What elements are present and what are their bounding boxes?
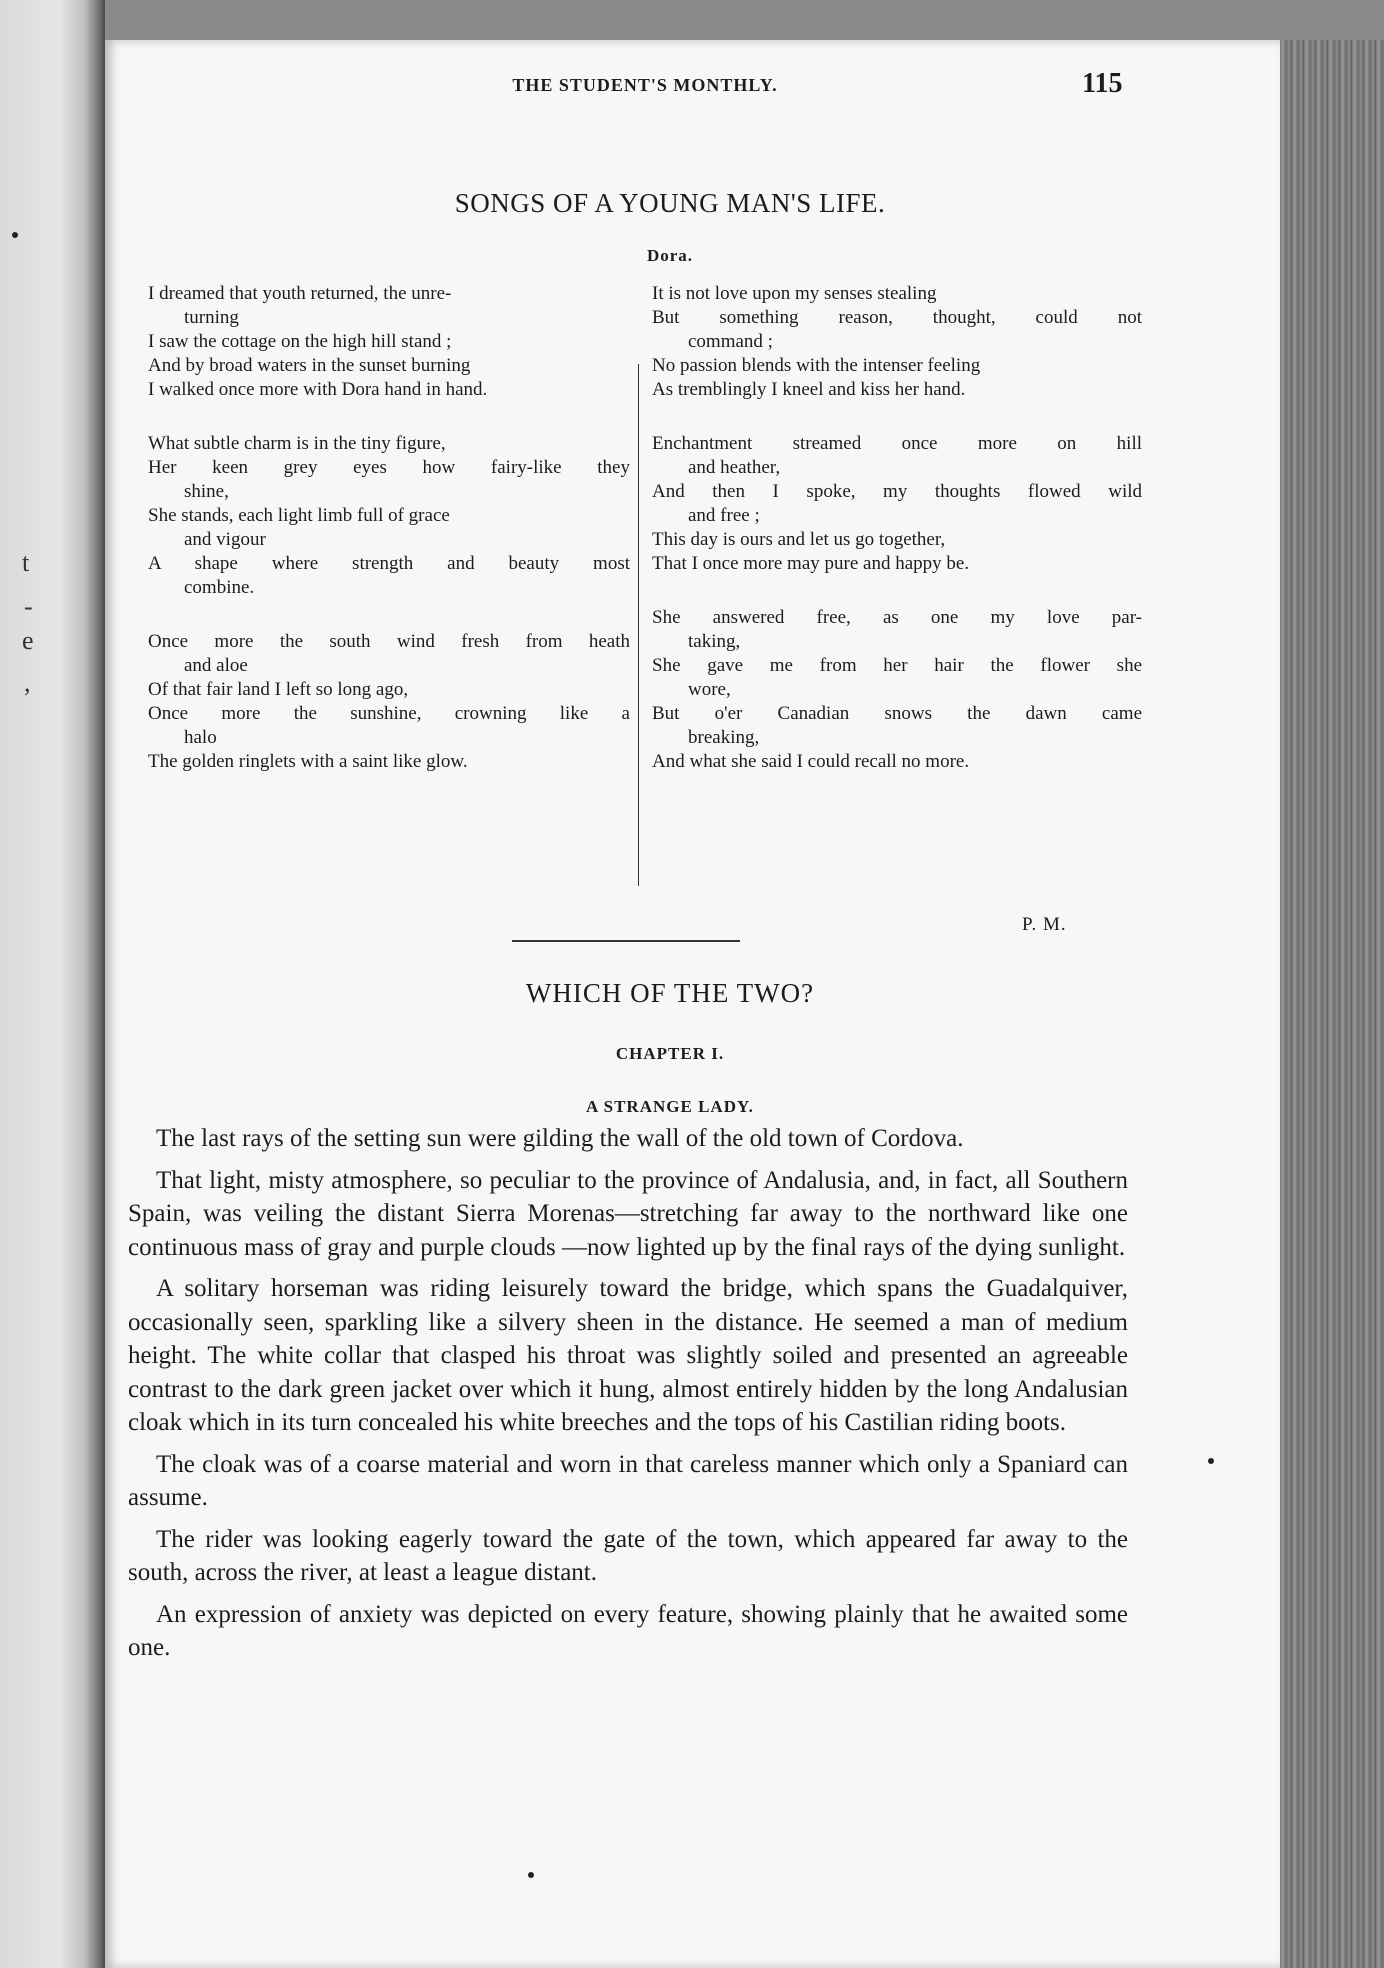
story-paragraph: An expression of anxiety was depicted on every feature, showing plainly that he awaited some one. (128, 1600, 1128, 1661)
poem-line: Her keen grey eyes how fairy-like they (148, 457, 630, 478)
poem-line: taking, (688, 631, 741, 652)
poem-title: SONGS OF A YOUNG MAN'S LIFE. (454, 188, 886, 218)
poem-line: As tremblingly I kneel and kiss her hand. (652, 379, 966, 400)
poem-line: and aloe (184, 655, 248, 676)
speck (1208, 1458, 1214, 1464)
poem-line: No passion blends with the intenser feeling (652, 355, 981, 376)
poem-left-column (148, 282, 630, 804)
facing-page-edge (0, 0, 105, 1968)
facing-page-fragment: - (24, 592, 33, 621)
poem-line: I walked once more with Dora hand in hand. (148, 379, 488, 400)
poem-line: That I once more may pure and happy be. (652, 553, 970, 574)
chapter-label: CHAPTER I. (615, 1044, 725, 1063)
poem-line: and vigour (184, 529, 266, 550)
poem-line: Enchantment streamed once more on hill (652, 433, 1142, 454)
speck (12, 232, 18, 238)
poem-line: halo (184, 727, 217, 748)
story-paragraph: The rider was looking eagerly toward the gate of the town, which appeared far away to the south, across the river, at least a league distant. (128, 1525, 1128, 1586)
poem-line: turning (184, 307, 239, 328)
story-body (128, 1122, 1128, 1673)
chapter-title: A STRANGE LADY. (586, 1097, 754, 1116)
book-fore-edge (1280, 40, 1384, 1968)
poem-line: and heather, (688, 457, 781, 478)
poem-line: and free ; (688, 505, 760, 526)
story-paragraph: That light, misty atmosphere, so peculiar to the province of Andalusia, and, in fact, all Southern Spain, was veiling the distant Sierra Morenas—stretching far away to the northward like one continuous mass of gray and purple clouds —now lighted up by the final rays of the dying sunlight. (128, 1166, 1128, 1261)
poem-line: shine, (184, 481, 229, 502)
story-paragraph: The cloak was of a coarse material and worn in that careless manner which only a Spaniard can assume. (128, 1450, 1128, 1511)
facing-page-fragment: e (22, 626, 34, 655)
speck (528, 1872, 534, 1878)
story-paragraph: A solitary horseman was riding leisurely toward the bridge, which spans the Guadalquiver, occasionally seen, sparkling like a silvery sheen in the distance. He seemed a man of medium height. The white collar that clasped his throat was slightly soiled and presented an agreeable contrast to the dark green jacket over which it hung, almost entirely hidden by the long Andalusian cloak which in its turn concealed his white breeches and the tops of his Castilian riding boots. (128, 1275, 1128, 1436)
column-divider (638, 364, 639, 886)
poem-line: command ; (688, 331, 773, 352)
poem-line: She answered free, as one my love par- (652, 607, 1142, 628)
poem-line: This day is ours and let us go together, (652, 529, 946, 550)
poem-line: But o'er Canadian snows the dawn came (652, 703, 1142, 724)
story-title: WHICH OF THE TWO? (525, 978, 815, 1008)
poem-stanza (652, 282, 1142, 402)
page-number: 115 (1082, 68, 1123, 99)
poem-line: But something reason, thought, could not (652, 307, 1142, 328)
poem-subtitle: Dora. (646, 246, 694, 265)
poem-line: wore, (688, 679, 731, 700)
poem-line: combine. (184, 577, 255, 598)
poem-line: I dreamed that youth returned, the unre- (148, 283, 452, 304)
poem-stanza (148, 630, 630, 774)
story-paragraph: The last rays of the setting sun were gilding the wall of the old town of Cordova. (156, 1125, 964, 1152)
poem-line: Of that fair land I left so long ago, (148, 679, 409, 700)
poem-line: She gave me from her hair the flower she (652, 655, 1142, 676)
poem-line: What subtle charm is in the tiny figure, (148, 433, 446, 454)
section-divider (512, 940, 740, 942)
poem-line: breaking, (688, 727, 760, 748)
poem-line: I saw the cottage on the high hill stand ; (148, 331, 452, 352)
poem-stanza (652, 432, 1142, 576)
poem-line: The golden ringlets with a saint like glow. (148, 751, 468, 772)
poem-line: And by broad waters in the sunset burning (148, 355, 471, 376)
poem-stanza (148, 432, 630, 600)
poem-line: Once more the sunshine, crowning like a (148, 703, 630, 724)
poem-stanza (652, 606, 1142, 774)
poem-right-column (652, 282, 1142, 804)
poem-line: Once more the south wind fresh from heath (148, 631, 630, 652)
poem-stanza (148, 282, 630, 402)
poem-signature: P. M. (1022, 914, 1067, 935)
poem-line: She stands, each light limb full of grace (148, 505, 450, 526)
running-head: THE STUDENT'S MONTHLY. (512, 75, 778, 95)
poem-line: A shape where strength and beauty most (148, 553, 630, 574)
poem-line: It is not love upon my senses stealing (652, 283, 937, 304)
poem-line: And what she said I could recall no more. (652, 751, 970, 772)
poem-line: And then I spoke, my thoughts flowed wild (652, 481, 1142, 502)
facing-page-fragment: , (24, 668, 31, 697)
facing-page-fragment: t (22, 548, 30, 577)
